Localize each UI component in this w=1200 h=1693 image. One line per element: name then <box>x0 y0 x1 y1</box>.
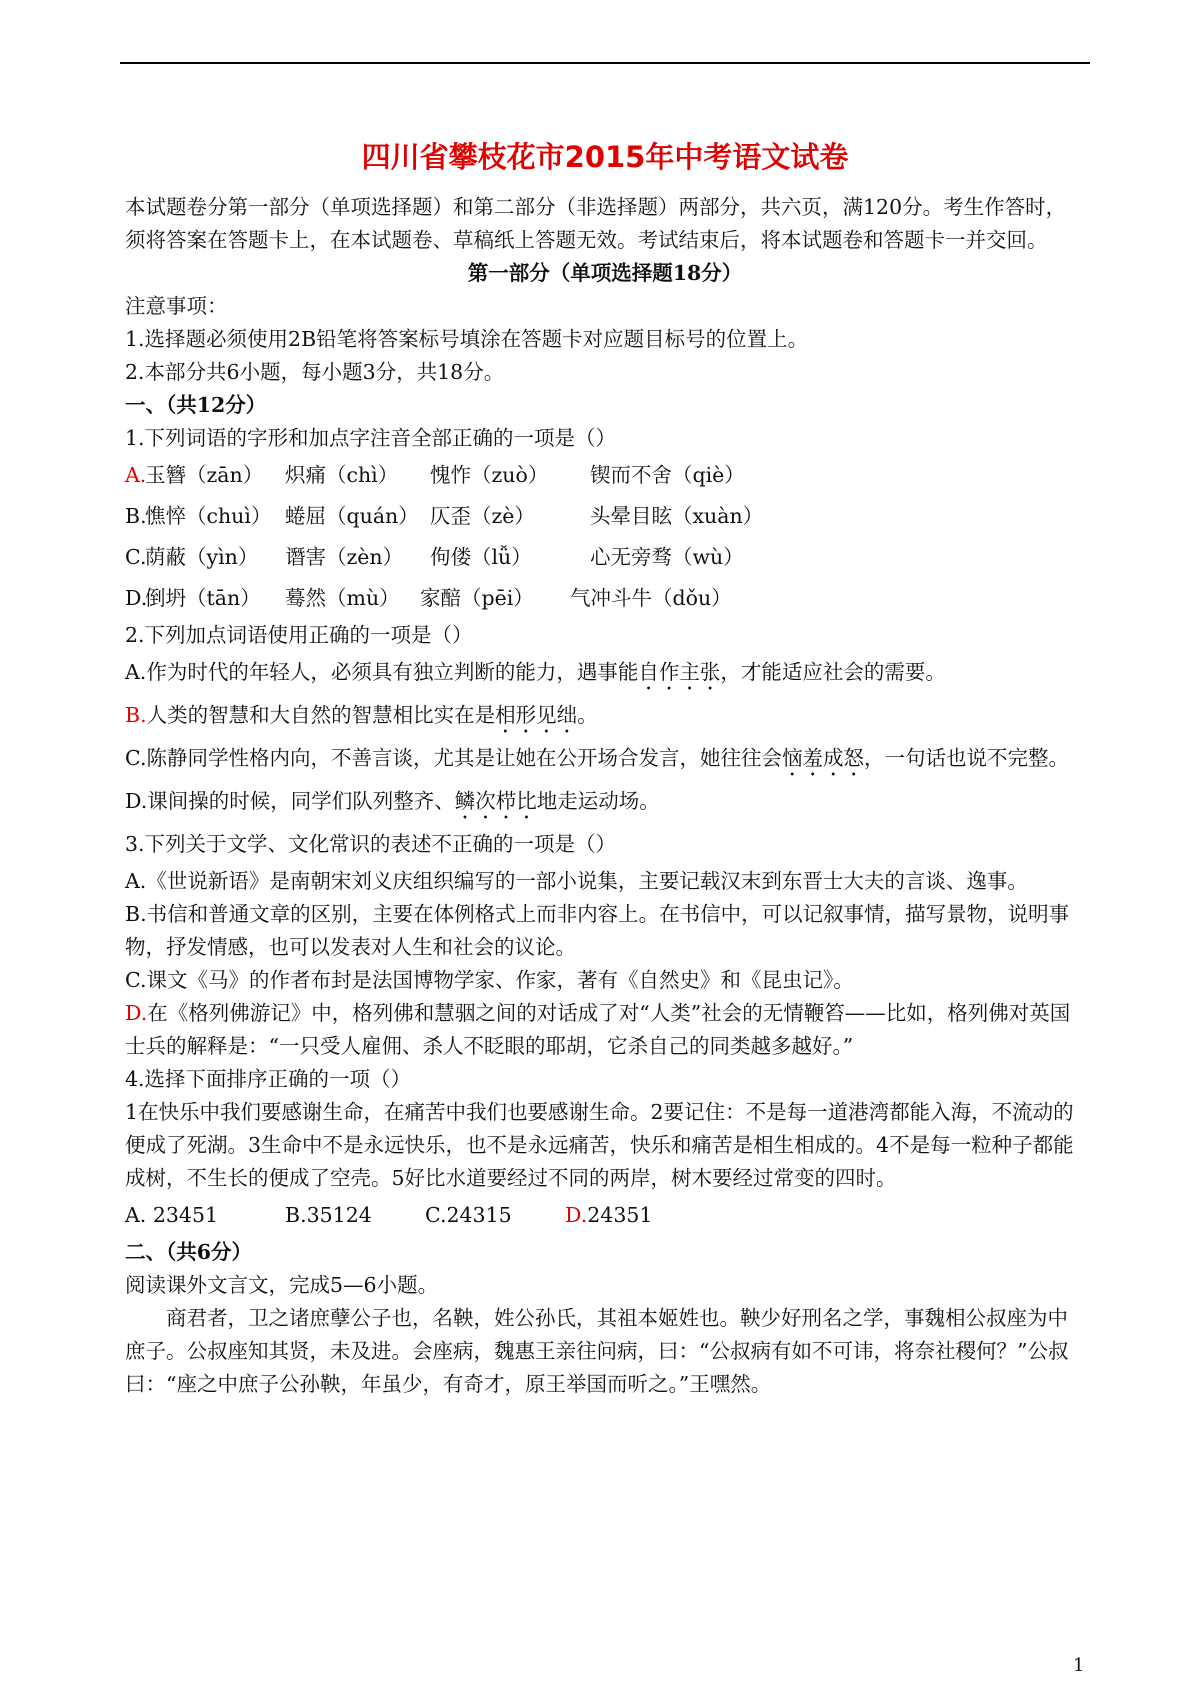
q4-options <box>125 1195 1085 1236</box>
q2-option-c <box>125 738 1085 781</box>
option-text: 人类的智慧和大自然的智慧相比实在是 <box>146 703 496 727</box>
option-word: 倒坍（tān） <box>145 586 261 610</box>
option-text: 。 <box>577 703 598 727</box>
option-text: ，一句话也说不完整。 <box>863 746 1069 770</box>
q4-text: 1在快乐中我们要感谢生命，在痛苦中我们也要感谢生命。2要记住：不是每一道港湾都能入海，不流动的便成了死湖。3生命中不是永远快乐，也不是永远痛苦，快乐和痛苦是相生相成的。4不是每一粒种子都能成树，不生长的便成了空壳。5好比水道要经过不同的两岸，树木要经过常变的四时。 <box>125 1100 1074 1190</box>
option-label: D. <box>125 789 148 813</box>
q3-option-d <box>125 997 1085 1063</box>
option-label: A. <box>125 660 147 684</box>
option-word: 佝偻（lǚ） <box>430 545 532 569</box>
option-word: 家醅（pēi） <box>420 586 534 610</box>
option-label: D. <box>565 1203 588 1227</box>
option-word: 仄歪（zè） <box>430 504 535 528</box>
section-2-heading: 二、（共6分） <box>125 1240 253 1264</box>
classical-passage: 商君者，卫之诸庶孽公子也，名鞅，姓公孙氏，其祖本姬姓也。鞅少好刑名之学，事魏相公叔座为中庶子。公叔座知其贤，未及进。会座病，魏惠王亲往问病，曰：“公叔病有如不可讳，将奈社稷何？”公叔曰：“座之中庶子公孙鞅，年虽少，有奇才，原王举国而听之。”王嘿然。 <box>125 1306 1069 1396</box>
q4-option-d <box>565 1195 652 1236</box>
option-word: 蓦然（mù） <box>285 586 400 610</box>
note-2: 2.本部分共6小题，每小题3分，共18分。 <box>125 360 505 384</box>
dotted-phrase: 相形见绌 <box>495 703 578 727</box>
option-text: 24351 <box>587 1203 653 1227</box>
option-text: 课间操的时候，同学们队列整齐、 <box>147 789 455 813</box>
option-text: 陈静同学性格内向，不善言谈，尤其是让她在公开场合发言，她往往会 <box>146 746 782 770</box>
option-word: 谮害（zèn） <box>285 545 404 569</box>
page-number: 1 <box>1073 1655 1085 1676</box>
option-word: 蜷屈（quán） <box>285 504 419 528</box>
q3-option-b: B.书信和普通文章的区别，主要在体例格式上而非内容上。在书信中，可以记叙事情，描写景物，说明事物，抒发情感，也可以发表对人生和社会的议论。 <box>125 902 1070 959</box>
option-label: B. <box>125 504 147 528</box>
option-text: 在《格列佛游记》中，格列佛和慧骃之间的对话成了对“人类”社会的无情鞭笞——比如，格列佛对英国士兵的解释是：“一只受人雇佣、杀人不眨眼的耶胡，它杀自己的同类越多越好。” <box>125 1001 1071 1058</box>
dotted-phrase: 恼羞成怒 <box>781 746 864 770</box>
exam-page <box>125 135 1085 1401</box>
q2-option-d <box>125 781 1085 824</box>
q1-option-a <box>125 455 1085 496</box>
option-label: B. <box>125 703 147 727</box>
q2-option-b <box>125 695 1085 738</box>
option-label: D. <box>125 1001 148 1025</box>
dotted-phrase: 自作主张 <box>638 660 721 684</box>
part1-heading: 第一部分（单项选择题18分） <box>467 261 743 285</box>
option-word: 头晕目眩（xuàn） <box>590 504 764 528</box>
q4-option-a: A. 23451 <box>125 1203 219 1227</box>
notes-label: 注意事项： <box>125 294 228 318</box>
page-title: 四川省攀枝花市2015年中考语文试卷 <box>361 140 849 174</box>
option-word: 气冲斗牛（dǒu） <box>570 586 732 610</box>
option-word: 炽痛（chì） <box>285 463 399 487</box>
q1-option-c <box>125 537 1085 578</box>
q4-option-b: B.35124 <box>285 1203 372 1227</box>
note-1: 1.选择题必须使用2B铅笔将答案标号填涂在答题卡对应题目标号的位置上。 <box>125 327 809 351</box>
option-label: C. <box>125 545 147 569</box>
dotted-phrase: 鳞次栉比 <box>454 789 537 813</box>
option-label: D. <box>125 586 148 610</box>
q1-stem: 1.下列词语的字形和加点字注音全部正确的一项是（） <box>125 426 617 450</box>
header-rule <box>120 62 1090 64</box>
option-word: 憔悴（chuì） <box>145 504 272 528</box>
option-word: 锲而不舍（qiè） <box>590 463 745 487</box>
option-text: 作为时代的年轻人，必须具有独立判断的能力，遇事能 <box>146 660 639 684</box>
section-1-heading: 一、（共12分） <box>125 393 267 417</box>
q3-stem: 3.下列关于文学、文化常识的表述不正确的一项是（） <box>125 832 617 856</box>
option-word: 愧怍（zuò） <box>430 463 549 487</box>
option-word: 心无旁骛（wù） <box>590 545 744 569</box>
q3-option-a: A.《世说新语》是南朝宋刘义庆组织编写的一部小说集，主要记载汉末到东晋士大夫的言谈、逸事。 <box>125 869 1028 893</box>
intro-paragraph: 本试题卷分第一部分（单项选择题）和第二部分（非选择题）两部分，共六页，满120分。考生作答时，须将答案在答题卡上，在本试题卷、草稿纸上答题无效。考试结束后，将本试题卷和答题卡一并交回。 <box>125 195 1067 252</box>
option-label: C. <box>125 746 147 770</box>
option-text: 地走运动场。 <box>536 789 660 813</box>
option-word: 玉簪（zān） <box>145 463 264 487</box>
option-text: ，才能适应社会的需要。 <box>720 660 946 684</box>
q4-stem: 4.选择下面排序正确的一项（） <box>125 1067 412 1091</box>
option-word: 荫蔽（yìn） <box>145 545 259 569</box>
q1-option-d <box>125 578 1085 619</box>
reading-intro: 阅读课外文言文，完成5—6小题。 <box>125 1273 439 1297</box>
q2-stem: 2.下列加点词语使用正确的一项是（） <box>125 623 473 647</box>
option-label: A. <box>125 463 147 487</box>
q3-option-c: C.课文《马》的作者布封是法国博物学家、作家，著有《自然史》和《昆虫记》。 <box>125 968 854 992</box>
q4-option-c: C.24315 <box>425 1203 512 1227</box>
q1-option-b <box>125 496 1085 537</box>
q2-option-a <box>125 652 1085 695</box>
